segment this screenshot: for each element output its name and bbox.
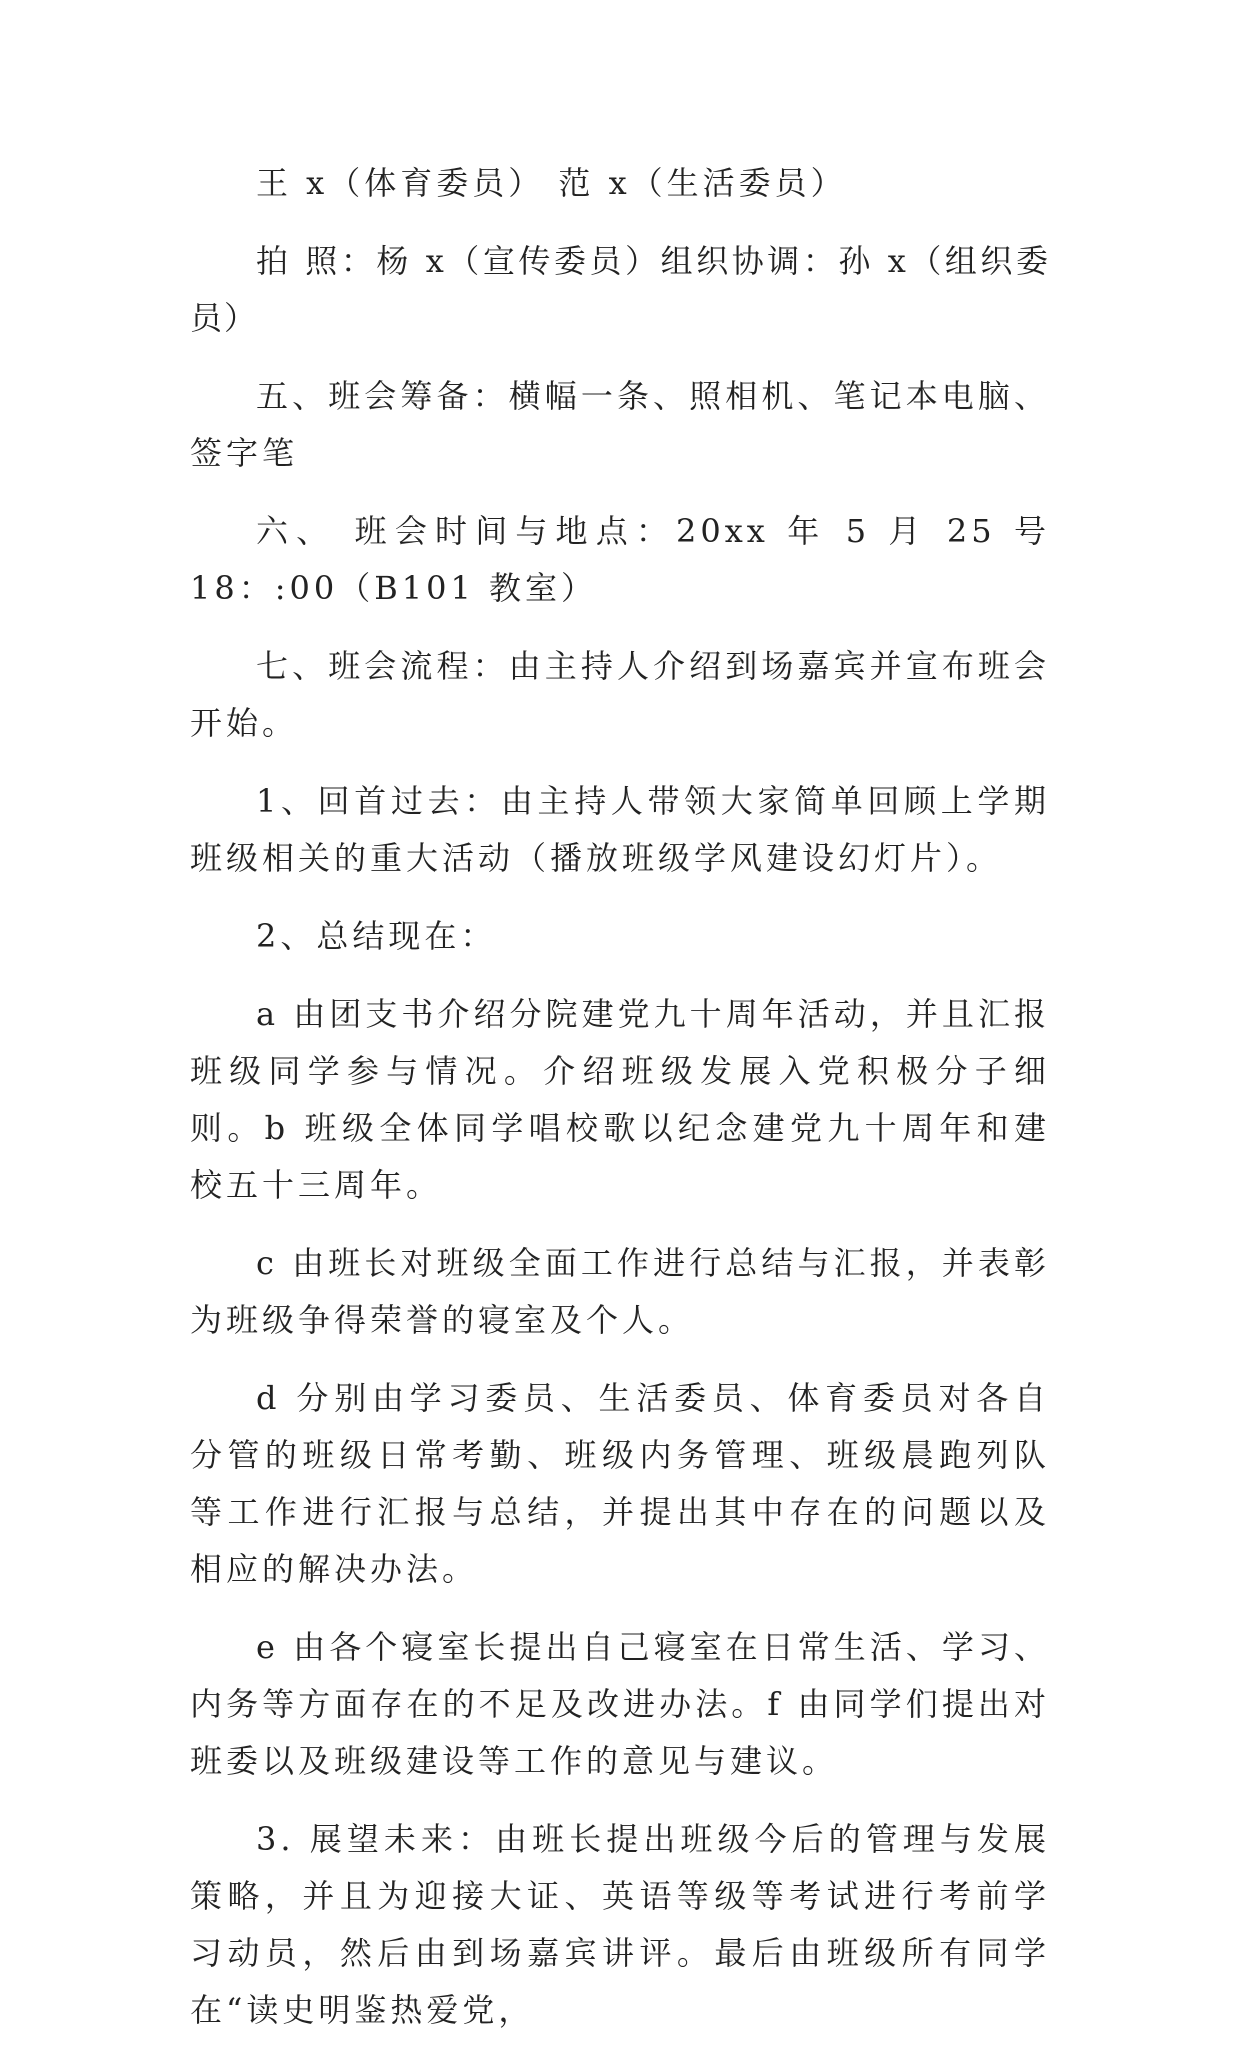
paragraph-meeting-process: 七、班会流程：由主持人介绍到场嘉宾并宣布班会开始。 xyxy=(190,647,1050,742)
paragraph-summarize-present: 2、总结现在： xyxy=(256,917,497,955)
paragraph-review-past: 1、回首过去：由主持人带领大家简单回顾上学期班级相关的重大活动（播放班级学风建设幻灯片）。 xyxy=(190,782,1050,877)
paragraph-meeting-time-place: 六、 班会时间与地点：20xx 年 5 月 25 号 18：:00（B101 教室） xyxy=(190,512,1050,607)
paragraph-meeting-preparation: 五、班会筹备：横幅一条、照相机、笔记本电脑、签字笔 xyxy=(190,377,1050,472)
paragraph-committee-members: 王 x（体育委员） 范 x（生活委员） xyxy=(256,164,847,202)
paragraph-item-e-f: e 由各个寝室长提出自己寝室在日常生活、学习、内务等方面存在的不足及改进办法。f 由同学们提出对班委以及班级建设等工作的意见与建议。 xyxy=(190,1628,1050,1780)
paragraph-item-c: c 由班长对班级全面工作进行总结与汇报，并表彰为班级争得荣誉的寝室及个人。 xyxy=(190,1244,1050,1339)
paragraph-photo-coordination: 拍 照：杨 x（宣传委员）组织协调：孙 x（组织委员） xyxy=(190,242,1050,337)
paragraph-item-a-b: a 由团支书介绍分院建党九十周年活动，并且汇报班级同学参与情况。介绍班级发展入党积极分子细则。b 班级全体同学唱校歌以纪念建党九十周年和建校五十三周年。 xyxy=(190,995,1050,1204)
paragraph-look-future: 3. 展望未来：由班长提出班级今后的管理与发展策略，并且为迎接大证、英语等级等考试进行考前学习动员，然后由到场嘉宾讲评。最后由班级所有同学在“读史明鉴热爱党， xyxy=(190,1820,1050,2029)
document-body xyxy=(190,155,1050,2060)
paragraph-item-d: d 分别由学习委员、生活委员、体育委员对各自分管的班级日常考勤、班级内务管理、班级晨跑列队等工作进行汇报与总结，并提出其中存在的问题以及相应的解决办法。 xyxy=(190,1379,1050,1588)
